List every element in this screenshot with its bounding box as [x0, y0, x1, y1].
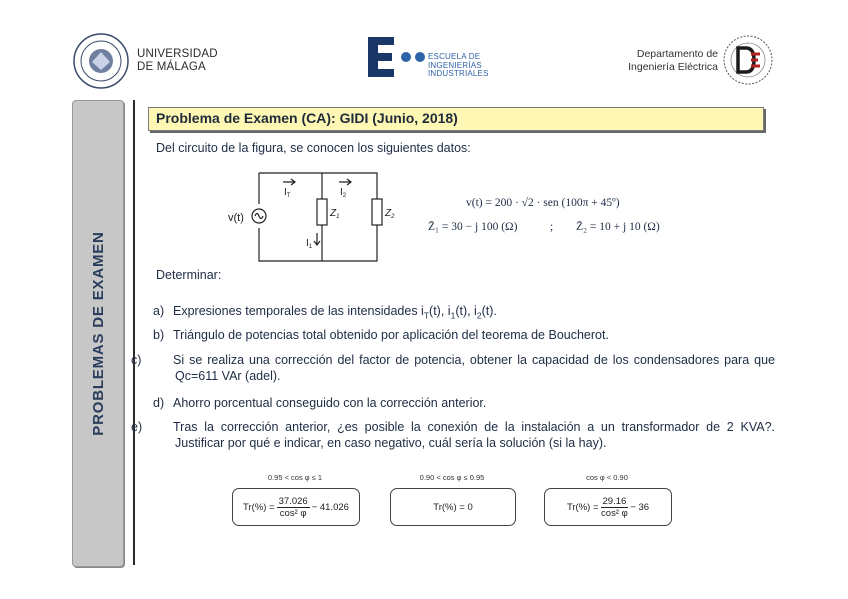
question-a-label: a) [153, 304, 165, 318]
circuit-current-2-label: I [340, 187, 343, 198]
circuit-source-label: v(t) [228, 212, 244, 224]
circuit-z2-label: Z [385, 208, 392, 219]
question-d-label: d) [153, 396, 165, 410]
box3-denominator: cos² φ [601, 507, 628, 519]
circuit-z2-sub: 2 [391, 214, 395, 220]
circuit-current-total-label: I [284, 187, 287, 198]
z2-equation: Z̄₂ = 10 + j 10 (Ω) [576, 221, 660, 233]
question-a-sub-1: 1 [450, 310, 456, 321]
question-a-text-mid2: (t), i [455, 304, 477, 318]
circuit-diagram [225, 166, 405, 268]
box3-numerator: 29.16 [602, 495, 627, 507]
formula-box-3 [544, 488, 672, 526]
voltage-equation: v(t) = 200 · √2 · sen (100π + 45º) [466, 197, 620, 209]
circuit-current-1-sub: 1 [308, 244, 313, 250]
question-a-text-mid1: (t), i [429, 304, 451, 318]
determine-label: Determinar: [156, 268, 222, 282]
box1-lhs: Tr(%) = [243, 501, 275, 513]
circuit-current-2-sub: 2 [342, 193, 347, 199]
box3-lhs: Tr(%) = [566, 501, 599, 513]
formula-box-1 [232, 488, 360, 526]
uma-seal-logo [72, 32, 130, 90]
question-e-text: Tras la corrección anterior, ¿es posible la conexión de la instalación a un transformador de 2 KVA?. Justificar por qué e indicar, en caso negativo, cuál sería la solución (si la hay). [173, 420, 775, 450]
box1-fraction [277, 496, 310, 519]
question-e [131, 419, 775, 451]
question-a-text-end: (t). [481, 304, 497, 318]
question-e-label: e) [131, 420, 143, 434]
box3-condition: cos φ < 0.90 [586, 473, 628, 482]
box3-rhs: − 36 [630, 501, 650, 513]
school-name-line1: ESCUELA DE [428, 52, 481, 61]
svg-text:Z2 [384, 208, 395, 220]
box1-denominator: cos² φ [279, 507, 307, 519]
uma-name-line2: DE MÁLAGA [137, 61, 206, 73]
question-a-text: Expresiones temporales de las intensidades i [173, 304, 424, 318]
question-c-text: Si se realiza una corrección del factor de potencia, obtener la capacidad de los condensadores para que Qc=611 VAr (adel). [173, 353, 775, 383]
school-name-line2: INGENIERÍAS [428, 60, 482, 70]
sidebar-label: PROBLEMAS DE EXAMEN [89, 231, 107, 436]
question-b-label: b) [153, 328, 165, 342]
svg-text:I1 [306, 238, 313, 250]
question-b [153, 327, 753, 343]
question-a-sub-2: 2 [476, 310, 482, 321]
box1-condition: 0.95 < cos φ ≤ 1 [267, 473, 323, 482]
svg-text:Z1 [329, 208, 339, 220]
box1-numerator: 37.026 [278, 495, 308, 507]
box2-condition: 0.90 < cos φ ≤ 0.95 [419, 473, 485, 482]
box1-rhs: − 41.026 [311, 501, 349, 513]
box3-fraction [601, 496, 629, 519]
question-c [131, 352, 775, 384]
svg-text:I2 [340, 187, 347, 199]
question-a-sub-t: T [423, 310, 430, 321]
school-name-line3: INDUSTRIALES [428, 69, 489, 78]
problem-title: Problema de Examen (CA): GIDI (Junio, 2018) [156, 110, 458, 126]
sidebar-panel [72, 100, 124, 567]
circuit-current-total-sub: T [286, 193, 291, 199]
eii-logo-icon [366, 35, 428, 79]
box2-formula: Tr(%) = 0 [433, 501, 473, 513]
uma-name-line1: UNIVERSIDAD [137, 48, 218, 60]
question-a [153, 303, 753, 324]
intro-text: Del circuito de la figura, se conocen los siguientes datos: [156, 141, 471, 155]
vertical-divider [133, 100, 135, 565]
dept-seal-logo [722, 34, 774, 86]
question-c-label: c) [131, 353, 142, 367]
equation-separator: ; [550, 221, 554, 233]
circuit-current-1-label: I [306, 238, 309, 249]
circuit-z1-label: Z [330, 208, 337, 219]
dept-name-line1: Departamento de [636, 48, 718, 60]
formula-box-2 [390, 488, 516, 526]
circuit-z1-sub: 1 [336, 214, 340, 220]
dept-name-line2: Ingeniería Eléctrica [628, 61, 718, 73]
svg-text:IT [284, 187, 291, 199]
question-b-text: Triángulo de potencias total obtenido por aplicación del teorema de Boucherot. [173, 328, 609, 342]
z1-equation: Z̄₁ = 30 − j 100 (Ω) [428, 221, 518, 233]
question-d-text: Ahorro porcentual conseguido con la corrección anterior. [173, 396, 487, 410]
question-d [153, 395, 753, 411]
